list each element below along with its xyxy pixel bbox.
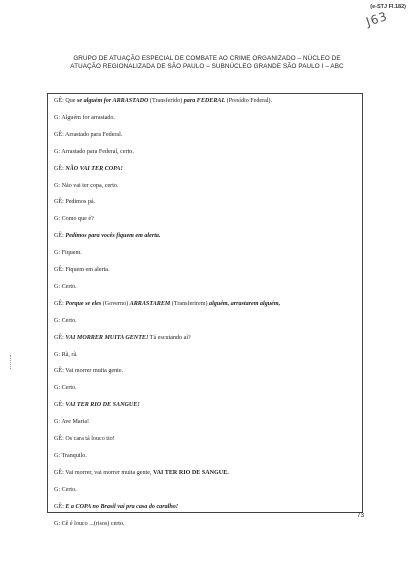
transcript-segment: GÊ: [54, 402, 66, 409]
transcript-segment: GÊ: [54, 300, 66, 307]
transcript-segment: VAI MORRER MUITA GENTE! [65, 334, 149, 341]
transcript-segment: G: Como que é? [54, 216, 94, 223]
transcript-line [54, 470, 229, 476]
transcript-line [54, 284, 77, 290]
transcript-segment: G: Certo. [54, 486, 77, 493]
transcript-line [54, 183, 118, 189]
transcript-segment: GÊ: Que [54, 98, 78, 104]
transcript-line [54, 368, 123, 374]
transcript-segment: G: Fiquem. [54, 250, 82, 257]
transcript-line [54, 352, 78, 358]
handwritten-page-number: J63 [364, 8, 390, 30]
transcript-line [54, 149, 134, 155]
transcript-segment: (Governo) [101, 300, 130, 307]
transcript-segment: GÊ: Vai morrer muita gente. [54, 368, 124, 375]
transcript-line [54, 419, 89, 425]
transcript-segment: GÊ: Vai morrer, vai morrer muita gente, [54, 469, 153, 476]
transcript-segment: VAI TER RIO DE SANGUE. [152, 469, 229, 476]
transcript-segment: G: Certo. [54, 385, 77, 392]
transcript-segment: alguém, arrastarem alguém, [209, 300, 281, 307]
transcript-segment: G: Rã, rã. [54, 351, 78, 358]
transcript-segment: Porque se eles [65, 300, 102, 307]
transcript-segment: G: Alguém for arrastado. [54, 114, 115, 121]
header-line-1: GRUPO DE ATUAÇÃO ESPECIAL DE COMBATE AO CRIME ORGANIZADO – NÚCLEO DE [73, 55, 341, 62]
transcript-segment: GÊ: [54, 503, 66, 510]
document-header [40, 55, 374, 71]
transcript-segment: ARRASTAREM [129, 300, 171, 307]
transcript-segment: (Presídio Federal). [225, 98, 273, 104]
transcript-segment: G: Ave Maria! [54, 419, 90, 426]
transcript-segment: G: Certo. [54, 283, 77, 290]
transcript-segment: Tá escutando aí? [148, 334, 191, 341]
transcript-line [54, 132, 122, 138]
transcript-line [54, 166, 123, 172]
transcript-segment: G: Cê é louco ...(risos) certo. [54, 520, 125, 527]
transcript-line [54, 115, 115, 121]
transcript-segment: GÊ: Pedimos pá. [54, 199, 96, 206]
transcript-line [54, 402, 140, 408]
transcript-line [54, 453, 87, 459]
document-stamp: (e-STJ Fl.182) [370, 4, 406, 10]
transcript-segment: GÊ: Os cara tá louco tio! [54, 436, 115, 442]
transcript-segment: E a COPA no Brasil vai pra casa do caralho! [65, 503, 179, 510]
transcript-line [54, 487, 77, 493]
transcript-line [54, 521, 125, 527]
transcript-segment: Pedimos para vocês fiquem em alerta. [65, 233, 161, 240]
transcript-segment: G: Tranquilo. [54, 452, 87, 459]
margin-mark [10, 355, 13, 369]
transcript-line [54, 216, 94, 222]
transcript-segment: para FEDERAL [183, 98, 226, 104]
transcript-line [54, 267, 110, 273]
transcript-line [54, 385, 77, 391]
transcript-segment: (Transferirem) [170, 300, 210, 307]
transcript-line [54, 199, 95, 205]
transcript-segment: (Transferido) [148, 98, 184, 104]
transcript-segment: GÊ: Arrastado para Federal. [54, 131, 123, 138]
transcript-segment: G: Arrastado para Federal, certo. [54, 148, 134, 155]
transcript-segment: G: Não vai ter copa, certo. [54, 182, 119, 189]
transcript-line [54, 335, 191, 341]
transcript-segment: GÊ: [54, 233, 66, 240]
transcript-line [54, 98, 272, 104]
transcript-line [54, 250, 82, 256]
transcript-segment: se alguém for ARRASTADO [77, 98, 149, 104]
header-line-2: ATUAÇÃO REGIONALIZADA DE SÃO PAULO – SUBNÚCLEO GRANDE SÃO PAULO I – ABC [70, 63, 344, 70]
transcript-segment: GÊ: Fiquem em alerta. [54, 267, 110, 273]
transcript-line [54, 233, 160, 239]
transcript-segment: GÊ: [54, 334, 66, 341]
page-number: 73 [356, 512, 364, 519]
transcript-segment: NÃO VAI TER COPA! [65, 165, 123, 172]
transcript-line [54, 318, 77, 324]
transcript-line [54, 301, 280, 307]
transcript-segment: VAI TER RIO DE SANGUE! [65, 402, 140, 409]
transcript-line [54, 504, 178, 510]
transcript-segment: G: Certo. [54, 317, 77, 324]
transcript-segment: GÊ: [54, 165, 66, 172]
transcript-line [54, 436, 115, 442]
